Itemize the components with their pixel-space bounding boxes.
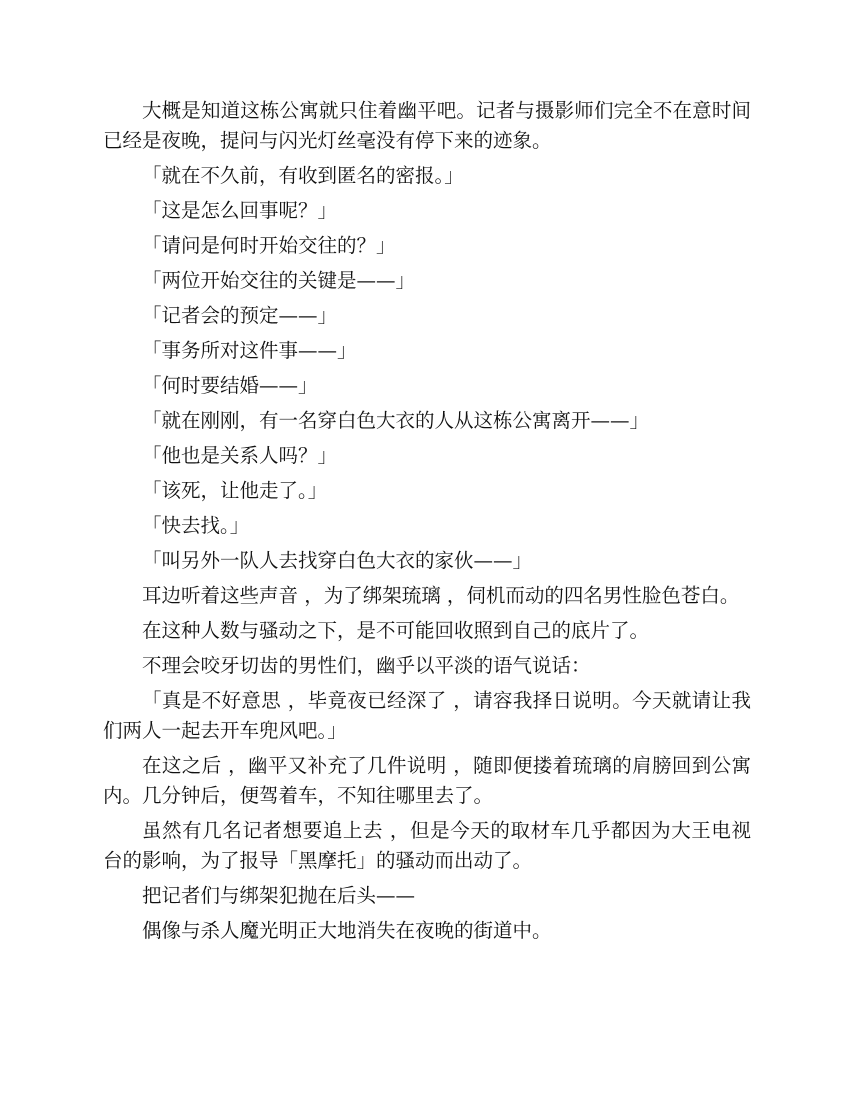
paragraph: 「两位开始交往的关键是——」 bbox=[142, 269, 416, 292]
paragraph: 偶像与杀人魔光明正大地消失在夜晚的街道中。 bbox=[142, 919, 552, 942]
paragraph: 不理会咬牙切齿的男性们，幽乎以平淡的语气说话： bbox=[142, 654, 591, 677]
paragraph: 「何时要结婚——」 bbox=[142, 374, 318, 397]
paragraph: 大概是知道这栋公寓就只住着幽平吧。记者与摄影师们完全不在意时间已经是夜晚，提问与闪光灯丝毫没有停下来的迹象。 bbox=[103, 99, 751, 152]
paragraph: 「就在刚刚，有一名穿白色大衣的人从这栋公寓离开——」 bbox=[142, 409, 650, 432]
paragraph: 「这是怎么回事呢？」 bbox=[142, 199, 338, 222]
paragraph: 「该死，让他走了。」 bbox=[142, 479, 328, 502]
paragraph: 耳边听着这些声音 ，为了绑架琉璃 ，伺机而动的四名男性脸色苍白。 bbox=[142, 584, 740, 607]
paragraph: 在这之后 ，幽平又补充了几件说明 ，随即便搂着琉璃的肩膀回到公寓内。几分钟后，便驾着车，不知往哪里去了。 bbox=[103, 754, 751, 807]
paragraph: 「事务所对这件事——」 bbox=[142, 339, 357, 362]
paragraph: 「就在不久前，有收到匿名的密报。」 bbox=[142, 164, 464, 187]
paragraph: 「请问是何时开始交往的？」 bbox=[142, 234, 396, 257]
document-body bbox=[103, 96, 751, 951]
paragraph: 「真是不好意思 ，毕竟夜已经深了 ，请容我择日说明。今天就请让我们两人一起去开车兜风吧。」 bbox=[103, 689, 751, 742]
paragraph: 「快去找。」 bbox=[142, 514, 250, 537]
paragraph: 「他也是关系人吗？」 bbox=[142, 444, 338, 467]
paragraph: 「叫另外一队人去找穿白色大衣的家伙——」 bbox=[142, 549, 533, 572]
paragraph: 虽然有几名记者想要追上去 ，但是今天的取材车几乎都因为大王电视台的影响，为了报导「黑摩托」的骚动而出动了。 bbox=[103, 819, 751, 872]
paragraph: 在这种人数与骚动之下，是不可能回收照到自己的底片了。 bbox=[142, 619, 650, 642]
paragraph: 「记者会的预定——」 bbox=[142, 304, 338, 327]
paragraph: 把记者们与绑架犯抛在后头—— bbox=[142, 884, 416, 907]
